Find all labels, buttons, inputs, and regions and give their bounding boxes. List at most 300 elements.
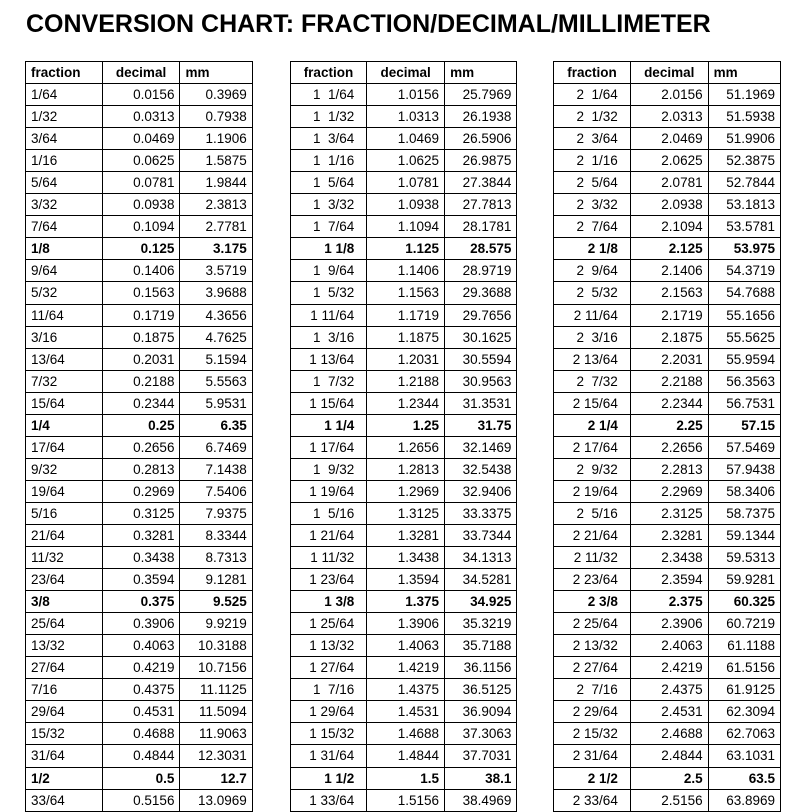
decimal-cell: 1.0313 (367, 106, 445, 128)
mm-cell: 53.5781 (708, 216, 780, 238)
column-gap (517, 414, 554, 436)
mm-cell: 11.1125 (180, 679, 252, 701)
mm-cell: 26.9875 (445, 150, 517, 172)
fraction-cell: 1 11/64 (290, 304, 367, 326)
header-mm: mm (445, 62, 517, 84)
column-gap (252, 62, 290, 84)
column-gap (252, 216, 290, 238)
decimal-cell: 0.0313 (102, 106, 180, 128)
column-gap (517, 701, 554, 723)
fraction-cell: 25/64 (26, 613, 103, 635)
fraction-cell: 7/16 (26, 679, 103, 701)
mm-cell: 1.5875 (180, 150, 252, 172)
table-row (26, 436, 781, 458)
fraction-cell: 9/64 (26, 260, 103, 282)
column-gap (252, 613, 290, 635)
mm-cell: 60.7219 (708, 613, 780, 635)
column-gap (517, 613, 554, 635)
decimal-cell: 0.4219 (102, 657, 180, 679)
decimal-cell: 2.2188 (630, 370, 708, 392)
decimal-cell: 0.3125 (102, 502, 180, 524)
fraction-cell: 2 15/32 (554, 723, 631, 745)
column-gap (252, 745, 290, 767)
decimal-cell: 1.3594 (367, 569, 445, 591)
column-gap (517, 767, 554, 789)
fraction-cell: 1 1/8 (290, 238, 367, 260)
table-row (26, 767, 781, 789)
column-gap (517, 106, 554, 128)
mm-cell: 52.3875 (708, 150, 780, 172)
mm-cell: 28.9719 (445, 260, 517, 282)
fraction-cell: 1 5/16 (290, 502, 367, 524)
table-row (26, 524, 781, 546)
table-row (26, 238, 781, 260)
decimal-cell: 0.3594 (102, 569, 180, 591)
column-gap (252, 635, 290, 657)
mm-cell: 51.1969 (708, 84, 780, 106)
fraction-cell: 13/32 (26, 635, 103, 657)
fraction-cell: 9/32 (26, 458, 103, 480)
mm-cell: 6.35 (180, 414, 252, 436)
table-row (26, 458, 781, 480)
decimal-cell: 2.2656 (630, 436, 708, 458)
mm-cell: 55.5625 (708, 326, 780, 348)
mm-cell: 4.3656 (180, 304, 252, 326)
fraction-cell: 3/64 (26, 128, 103, 150)
column-gap (252, 348, 290, 370)
mm-cell: 1.1906 (180, 128, 252, 150)
decimal-cell: 1.0156 (367, 84, 445, 106)
decimal-cell: 2.0781 (630, 172, 708, 194)
fraction-cell: 1 19/64 (290, 480, 367, 502)
fraction-cell: 1 13/64 (290, 348, 367, 370)
decimal-cell: 2.375 (630, 591, 708, 613)
fraction-cell: 23/64 (26, 569, 103, 591)
column-gap (517, 635, 554, 657)
decimal-cell: 0.5 (102, 767, 180, 789)
decimal-cell: 2.125 (630, 238, 708, 260)
decimal-cell: 2.1719 (630, 304, 708, 326)
decimal-cell: 2.2031 (630, 348, 708, 370)
decimal-cell: 1.3906 (367, 613, 445, 635)
table-row (26, 172, 781, 194)
decimal-cell: 1.2031 (367, 348, 445, 370)
fraction-cell: 2 1/2 (554, 767, 631, 789)
table-row (26, 591, 781, 613)
column-gap (252, 370, 290, 392)
fraction-cell: 2 5/32 (554, 282, 631, 304)
fraction-cell: 21/64 (26, 524, 103, 546)
column-gap (517, 216, 554, 238)
column-gap (517, 62, 554, 84)
decimal-cell: 2.2813 (630, 458, 708, 480)
fraction-cell: 1 5/64 (290, 172, 367, 194)
column-gap (252, 591, 290, 613)
decimal-cell: 0.2813 (102, 458, 180, 480)
mm-cell: 7.1438 (180, 458, 252, 480)
table-row (26, 701, 781, 723)
mm-cell: 34.5281 (445, 569, 517, 591)
column-gap (252, 524, 290, 546)
fraction-cell: 2 27/64 (554, 657, 631, 679)
fraction-cell: 2 33/64 (554, 789, 631, 811)
decimal-cell: 1.1406 (367, 260, 445, 282)
decimal-cell: 0.4063 (102, 635, 180, 657)
decimal-cell: 1.25 (367, 414, 445, 436)
fraction-cell: 1 33/64 (290, 789, 367, 811)
mm-cell: 28.575 (445, 238, 517, 260)
mm-cell: 30.9563 (445, 370, 517, 392)
decimal-cell: 2.5156 (630, 789, 708, 811)
mm-cell: 38.4969 (445, 789, 517, 811)
decimal-cell: 0.0156 (102, 84, 180, 106)
fraction-cell: 1 3/64 (290, 128, 367, 150)
fraction-cell: 19/64 (26, 480, 103, 502)
fraction-cell: 2 3/64 (554, 128, 631, 150)
mm-cell: 36.1156 (445, 657, 517, 679)
column-gap (517, 679, 554, 701)
mm-cell: 58.3406 (708, 480, 780, 502)
mm-cell: 5.9531 (180, 392, 252, 414)
column-gap (517, 304, 554, 326)
column-gap (517, 238, 554, 260)
fraction-cell: 1/64 (26, 84, 103, 106)
column-gap (517, 789, 554, 811)
fraction-cell: 3/16 (26, 326, 103, 348)
column-gap (252, 304, 290, 326)
decimal-cell: 0.3438 (102, 547, 180, 569)
fraction-cell: 5/16 (26, 502, 103, 524)
column-gap (252, 260, 290, 282)
decimal-cell: 1.2813 (367, 458, 445, 480)
mm-cell: 3.5719 (180, 260, 252, 282)
fraction-cell: 2 5/64 (554, 172, 631, 194)
table-row (26, 106, 781, 128)
column-gap (517, 326, 554, 348)
column-gap (517, 260, 554, 282)
column-gap (252, 657, 290, 679)
table-row (26, 657, 781, 679)
mm-cell: 9.9219 (180, 613, 252, 635)
fraction-cell: 13/64 (26, 348, 103, 370)
decimal-cell: 1.1875 (367, 326, 445, 348)
decimal-cell: 0.0625 (102, 150, 180, 172)
header-decimal: decimal (630, 62, 708, 84)
column-gap (517, 128, 554, 150)
mm-cell: 25.7969 (445, 84, 517, 106)
decimal-cell: 0.2188 (102, 370, 180, 392)
fraction-cell: 1 21/64 (290, 524, 367, 546)
mm-cell: 59.5313 (708, 547, 780, 569)
decimal-cell: 2.2344 (630, 392, 708, 414)
decimal-cell: 1.2969 (367, 480, 445, 502)
mm-cell: 6.7469 (180, 436, 252, 458)
fraction-cell: 1/2 (26, 767, 103, 789)
decimal-cell: 1.0781 (367, 172, 445, 194)
table-row (26, 745, 781, 767)
column-gap (252, 106, 290, 128)
fraction-cell: 2 29/64 (554, 701, 631, 723)
decimal-cell: 1.4063 (367, 635, 445, 657)
fraction-cell: 2 3/8 (554, 591, 631, 613)
mm-cell: 9.525 (180, 591, 252, 613)
table-row (26, 282, 781, 304)
decimal-cell: 1.4844 (367, 745, 445, 767)
conversion-table (25, 61, 781, 812)
decimal-cell: 0.4375 (102, 679, 180, 701)
mm-cell: 5.1594 (180, 348, 252, 370)
column-gap (252, 767, 290, 789)
decimal-cell: 0.0938 (102, 194, 180, 216)
header-decimal: decimal (102, 62, 180, 84)
fraction-cell: 31/64 (26, 745, 103, 767)
fraction-cell: 2 1/4 (554, 414, 631, 436)
column-gap (252, 282, 290, 304)
decimal-cell: 2.0156 (630, 84, 708, 106)
mm-cell: 59.9281 (708, 569, 780, 591)
table-row (26, 304, 781, 326)
fraction-cell: 2 19/64 (554, 480, 631, 502)
fraction-cell: 2 3/32 (554, 194, 631, 216)
mm-cell: 9.1281 (180, 569, 252, 591)
fraction-cell: 2 1/64 (554, 84, 631, 106)
mm-cell: 32.9406 (445, 480, 517, 502)
decimal-cell: 0.1719 (102, 304, 180, 326)
mm-cell: 3.175 (180, 238, 252, 260)
column-gap (252, 547, 290, 569)
mm-cell: 29.7656 (445, 304, 517, 326)
decimal-cell: 0.0469 (102, 128, 180, 150)
fraction-cell: 1 25/64 (290, 613, 367, 635)
fraction-cell: 2 31/64 (554, 745, 631, 767)
column-gap (252, 679, 290, 701)
fraction-cell: 15/32 (26, 723, 103, 745)
fraction-cell: 1 31/64 (290, 745, 367, 767)
mm-cell: 31.3531 (445, 392, 517, 414)
fraction-cell: 1 3/8 (290, 591, 367, 613)
fraction-cell: 2 17/64 (554, 436, 631, 458)
fraction-cell: 2 11/32 (554, 547, 631, 569)
mm-cell: 11.5094 (180, 701, 252, 723)
fraction-cell: 5/64 (26, 172, 103, 194)
decimal-cell: 2.5 (630, 767, 708, 789)
mm-cell: 7.9375 (180, 502, 252, 524)
fraction-cell: 2 7/16 (554, 679, 631, 701)
mm-cell: 0.3969 (180, 84, 252, 106)
fraction-cell: 1 3/32 (290, 194, 367, 216)
decimal-cell: 1.4688 (367, 723, 445, 745)
column-gap (252, 502, 290, 524)
table-row (26, 547, 781, 569)
column-gap (252, 326, 290, 348)
fraction-cell: 2 1/32 (554, 106, 631, 128)
decimal-cell: 2.4531 (630, 701, 708, 723)
header-fraction: fraction (554, 62, 631, 84)
decimal-cell: 1.0625 (367, 150, 445, 172)
header-mm: mm (180, 62, 252, 84)
header-fraction: fraction (290, 62, 367, 84)
table-row (26, 789, 781, 811)
mm-cell: 57.15 (708, 414, 780, 436)
fraction-cell: 15/64 (26, 392, 103, 414)
fraction-cell: 1/32 (26, 106, 103, 128)
mm-cell: 13.0969 (180, 789, 252, 811)
mm-cell: 61.9125 (708, 679, 780, 701)
column-gap (252, 436, 290, 458)
column-gap (252, 392, 290, 414)
table-body (26, 84, 781, 812)
fraction-cell: 1 9/32 (290, 458, 367, 480)
table-row (26, 194, 781, 216)
mm-cell: 3.9688 (180, 282, 252, 304)
fraction-cell: 3/8 (26, 591, 103, 613)
mm-cell: 8.7313 (180, 547, 252, 569)
column-gap (517, 84, 554, 106)
mm-cell: 56.3563 (708, 370, 780, 392)
header-row (26, 62, 781, 84)
column-gap (252, 569, 290, 591)
mm-cell: 36.9094 (445, 701, 517, 723)
table-row (26, 414, 781, 436)
column-gap (517, 282, 554, 304)
fraction-cell: 1 15/64 (290, 392, 367, 414)
decimal-cell: 2.3594 (630, 569, 708, 591)
column-gap (517, 172, 554, 194)
mm-cell: 30.1625 (445, 326, 517, 348)
mm-cell: 28.1781 (445, 216, 517, 238)
fraction-cell: 1 1/4 (290, 414, 367, 436)
table-row (26, 84, 781, 106)
decimal-cell: 2.3906 (630, 613, 708, 635)
decimal-cell: 2.4844 (630, 745, 708, 767)
column-gap (517, 392, 554, 414)
table-row (26, 635, 781, 657)
mm-cell: 63.1031 (708, 745, 780, 767)
fraction-cell: 11/64 (26, 304, 103, 326)
mm-cell: 34.1313 (445, 547, 517, 569)
decimal-cell: 1.375 (367, 591, 445, 613)
column-gap (252, 701, 290, 723)
fraction-cell: 1 9/64 (290, 260, 367, 282)
mm-cell: 29.3688 (445, 282, 517, 304)
table-row (26, 723, 781, 745)
mm-cell: 60.325 (708, 591, 780, 613)
mm-cell: 1.9844 (180, 172, 252, 194)
mm-cell: 63.5 (708, 767, 780, 789)
mm-cell: 51.9906 (708, 128, 780, 150)
column-gap (517, 591, 554, 613)
mm-cell: 4.7625 (180, 326, 252, 348)
decimal-cell: 0.1094 (102, 216, 180, 238)
fraction-cell: 5/32 (26, 282, 103, 304)
decimal-cell: 2.3438 (630, 547, 708, 569)
column-gap (252, 458, 290, 480)
decimal-cell: 0.25 (102, 414, 180, 436)
fraction-cell: 2 13/32 (554, 635, 631, 657)
mm-cell: 63.8969 (708, 789, 780, 811)
decimal-cell: 1.5156 (367, 789, 445, 811)
decimal-cell: 0.375 (102, 591, 180, 613)
column-gap (252, 128, 290, 150)
fraction-cell: 2 11/64 (554, 304, 631, 326)
fraction-cell: 29/64 (26, 701, 103, 723)
column-gap (517, 370, 554, 392)
decimal-cell: 0.1563 (102, 282, 180, 304)
mm-cell: 7.5406 (180, 480, 252, 502)
decimal-cell: 0.4844 (102, 745, 180, 767)
mm-cell: 51.5938 (708, 106, 780, 128)
mm-cell: 62.3094 (708, 701, 780, 723)
decimal-cell: 2.1563 (630, 282, 708, 304)
mm-cell: 8.3344 (180, 524, 252, 546)
fraction-cell: 1 3/16 (290, 326, 367, 348)
decimal-cell: 1.5 (367, 767, 445, 789)
decimal-cell: 0.4531 (102, 701, 180, 723)
decimal-cell: 0.4688 (102, 723, 180, 745)
decimal-cell: 1.2344 (367, 392, 445, 414)
decimal-cell: 0.3281 (102, 524, 180, 546)
decimal-cell: 2.1406 (630, 260, 708, 282)
decimal-cell: 2.0625 (630, 150, 708, 172)
column-gap (252, 238, 290, 260)
decimal-cell: 2.0469 (630, 128, 708, 150)
fraction-cell: 2 1/8 (554, 238, 631, 260)
column-gap (252, 414, 290, 436)
fraction-cell: 1 1/64 (290, 84, 367, 106)
mm-cell: 52.7844 (708, 172, 780, 194)
fraction-cell: 1/4 (26, 414, 103, 436)
mm-cell: 55.9594 (708, 348, 780, 370)
mm-cell: 35.3219 (445, 613, 517, 635)
decimal-cell: 1.4531 (367, 701, 445, 723)
fraction-cell: 3/32 (26, 194, 103, 216)
fraction-cell: 2 7/32 (554, 370, 631, 392)
mm-cell: 32.5438 (445, 458, 517, 480)
mm-cell: 56.7531 (708, 392, 780, 414)
mm-cell: 57.5469 (708, 436, 780, 458)
mm-cell: 34.925 (445, 591, 517, 613)
mm-cell: 2.3813 (180, 194, 252, 216)
mm-cell: 37.7031 (445, 745, 517, 767)
fraction-cell: 1 7/16 (290, 679, 367, 701)
fraction-cell: 1 11/32 (290, 547, 367, 569)
mm-cell: 0.7938 (180, 106, 252, 128)
column-gap (517, 480, 554, 502)
mm-cell: 10.3188 (180, 635, 252, 657)
fraction-cell: 2 23/64 (554, 569, 631, 591)
decimal-cell: 0.2656 (102, 436, 180, 458)
decimal-cell: 1.0938 (367, 194, 445, 216)
column-gap (517, 150, 554, 172)
decimal-cell: 2.4375 (630, 679, 708, 701)
header-fraction: fraction (26, 62, 103, 84)
table-row (26, 128, 781, 150)
mm-cell: 61.5156 (708, 657, 780, 679)
table-row (26, 216, 781, 238)
mm-cell: 55.1656 (708, 304, 780, 326)
column-gap (517, 502, 554, 524)
fraction-cell: 27/64 (26, 657, 103, 679)
fraction-cell: 1 1/16 (290, 150, 367, 172)
mm-cell: 27.7813 (445, 194, 517, 216)
decimal-cell: 1.1719 (367, 304, 445, 326)
column-gap (252, 194, 290, 216)
page-title: CONVERSION CHART: FRACTION/DECIMAL/MILLIMETER (26, 10, 711, 38)
fraction-cell: 33/64 (26, 789, 103, 811)
fraction-cell: 1 5/32 (290, 282, 367, 304)
fraction-cell: 2 9/32 (554, 458, 631, 480)
table-row (26, 613, 781, 635)
